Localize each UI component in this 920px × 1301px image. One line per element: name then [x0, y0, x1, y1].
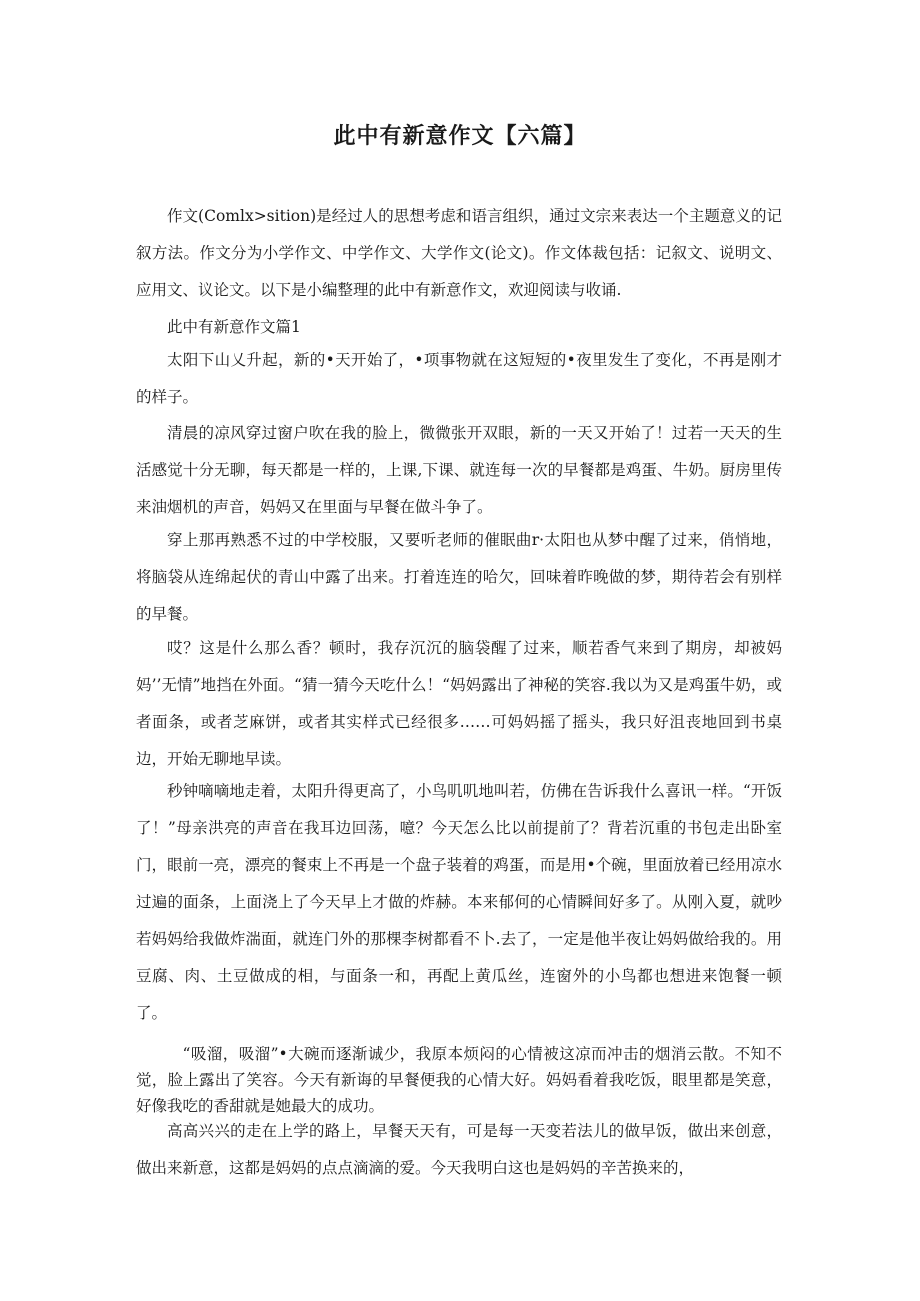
section-heading: 此中有新意作文篇1 — [167, 318, 301, 336]
body-paragraph-5: 秒钟嘀嘀地走着，太阳升得更高了，小鸟叽叽地叫若，仿佛在告诉我什么喜讯一样。“开饭了！”母亲洪亮的声音在我耳边回荡，噫？今天怎么比以前提前了？背若沉重的书包走出卧室门，眼前一亮，漂亮的餐束上不再是一个盘子装着的鸡蛋，而是用•个碗，里面放着已经用凉水过遍的面条，上面浇上了今天早上才做的炸赫。本来郁何的心情瞬间好多了。从刚入夏，就吵若妈妈给我做炸湍面，就连门外的那棵李树都看不卜.去了，一定是他半夜让妈妈做给我的。用豆腐、肉、土豆做成的相，与面条一和，再配上黄瓜丝，连窗外的小鸟都也想进来饱餐一顿了。 — [136, 782, 782, 1022]
body-paragraph-3: 穿上那再熟悉不过的中学校服，又要听老师的催眠曲r·太阳也从梦中醒了过来，俏悄地，将脑袋从连绵起伏的青山中露了出来。打着连连的哈欠，回味着昨晚做的梦，期待若会有别样的早餐。 — [136, 531, 782, 623]
body-paragraph-4: 哎？这是什么那么香？顿时，我存沉沉的脑袋醒了过来，顺若香气来到了期房，却被妈妈’’无情”地挡在外面。“猜一猜今天吃什么！“妈妈露出了神秘的笑容.我以为又是鸡蛋牛奶，或者面条，或者芝麻饼，或者其实样式已经很多……可妈妈摇了摇头，我只好沮丧地回到书桌边，开始无聊地早读。 — [136, 639, 782, 768]
document-title: 此中有新意作文【六篇】 — [333, 124, 587, 149]
body-paragraph-2: 清晨的凉风穿过窗户吹在我的脸上，微微张开双眼，新的一天又开始了！过若一天天的生活感觉十分无聊，每天都是一样的，上课,下课、就连每一次的早餐都是鸡蛋、牛奶。厨房里传来油烟机的声音，妈妈又在里面与早餐在做斗争了。 — [136, 424, 782, 516]
body-paragraph-7: 高高兴兴的走在上学的路上，早餐天天有，可是每一天变若法儿的做早饭，做出来创意，做出来新意，这都是妈妈的点点滴滴的爱。今天我明白这也是妈妈的辛苦换来的， — [136, 1122, 782, 1177]
intro-paragraph: 作文(Comlx>sition)是经过人的思想考虑和语言组织，通过文宗来表达一个主题意义的记叙方法。作文分为小学作文、中学作文、大学作文(论文)。作文体裁包括：记叙文、说明文、应用文、议论文。以下是小编整理的此中有新意作文，欢迎阅读与收诵. — [136, 207, 782, 299]
body-paragraph-6: “吸溜，吸溜”•大碗而逐渐诚少，我原本烦闷的心情被这凉而冲击的烟消云散。不知不觉，脸上露出了笑容。今天有新诲的早餐便我的心情大好。妈妈看着我吃饭，眼里都是笑意，好像我吃的香甜就是她最大的成功。 — [136, 1045, 782, 1115]
body-paragraph-1: 太阳下山乂升起，新的•天开始了，•项事物就在这短短的•夜里发生了变化，不再是刚才的样子。 — [136, 351, 782, 406]
